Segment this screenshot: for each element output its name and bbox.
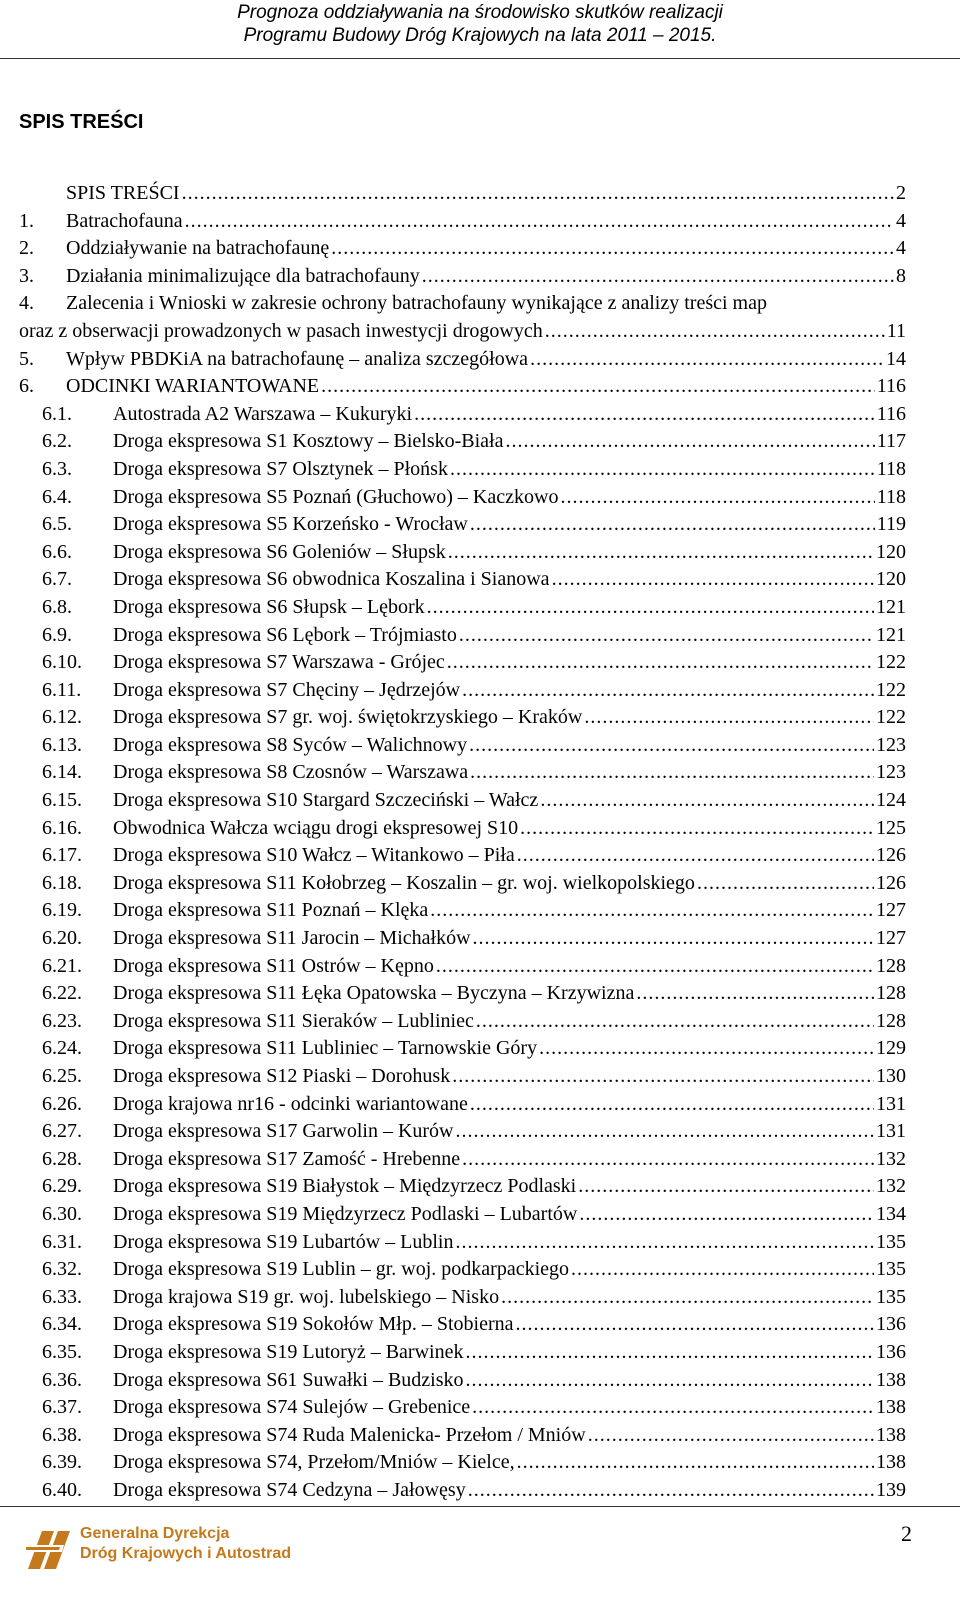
toc-entry-title: Droga ekspresowa S17 Garwolin – Kurów <box>113 1120 454 1143</box>
dot-leader <box>468 1478 874 1502</box>
dot-leader <box>469 733 874 757</box>
toc-entry-number: 6.14. <box>42 761 82 784</box>
toc-entry-number: 6.30. <box>42 1202 82 1225</box>
toc-subentry[interactable] <box>0 1368 960 1396</box>
gddkia-logo <box>24 1521 324 1571</box>
toc-entry-number: 6.2. <box>42 430 72 453</box>
toc-entry-page: 125 <box>876 816 906 839</box>
toc-heading: SPIS TREŚCI <box>19 111 144 133</box>
toc-entry-page: 138 <box>876 1368 906 1391</box>
toc-entry-title: Droga ekspresowa S11 Kołobrzeg – Koszalin – gr. woj. wielkopolskiego <box>113 871 695 894</box>
toc-entry-number: 6.6. <box>42 540 72 563</box>
dot-leader <box>185 209 894 233</box>
toc-subentry[interactable] <box>0 402 960 430</box>
toc-entry-page: 132 <box>876 1175 906 1198</box>
toc-subentry[interactable] <box>0 1450 960 1478</box>
toc-entry-page: 122 <box>876 706 906 729</box>
toc-entry-page: 136 <box>876 1340 906 1363</box>
toc-entry-title: Droga ekspresowa S74 Ruda Malenicka- Przełom / Mniów <box>113 1423 586 1446</box>
toc-entry-title: Droga ekspresowa S11 Jarocin – Michałków <box>113 927 471 950</box>
toc-entry-number: 6.13. <box>42 733 82 756</box>
toc-entry-number: 6.39. <box>42 1451 82 1474</box>
toc-subentry[interactable] <box>0 1423 960 1451</box>
toc-entry-page: 8 <box>896 264 906 287</box>
toc-entry-page: 128 <box>876 982 906 1005</box>
toc-subentry[interactable] <box>0 512 960 540</box>
toc-entry-title: Droga ekspresowa S12 Piaski – Dorohusk <box>113 1065 451 1087</box>
toc-subentry[interactable] <box>0 954 960 982</box>
toc-subentry[interactable] <box>0 1119 960 1147</box>
dot-leader <box>470 1092 874 1116</box>
toc-entry-page: 120 <box>876 568 906 591</box>
toc-subentry[interactable] <box>0 926 960 954</box>
dot-leader <box>517 843 874 867</box>
dot-leader <box>552 567 874 591</box>
toc-entry-number: 1. <box>19 209 34 232</box>
toc-entry-title: Droga ekspresowa S19 Białystok – Międzyrzecz Podlaski <box>113 1175 577 1198</box>
toc-entry-page: 131 <box>876 1120 906 1143</box>
toc-subentry[interactable] <box>0 1036 960 1064</box>
dot-leader <box>452 1064 874 1088</box>
dot-leader <box>472 1395 874 1419</box>
toc-subentry[interactable] <box>0 843 960 871</box>
toc-entry-page: 121 <box>876 595 906 618</box>
dot-leader <box>427 595 874 619</box>
toc-subentry[interactable] <box>0 898 960 926</box>
toc-subentries <box>0 402 960 1506</box>
toc-subentry[interactable] <box>0 429 960 457</box>
dot-leader <box>501 1285 874 1309</box>
dot-leader <box>462 1147 874 1171</box>
dot-leader <box>539 1036 874 1060</box>
toc-subentry[interactable] <box>0 1230 960 1258</box>
toc-subentry[interactable] <box>0 705 960 733</box>
toc-entry-number: 6.35. <box>42 1340 82 1363</box>
toc-entry-title: Droga ekspresowa S19 Sokołów Młp. – Stobierna <box>113 1313 514 1336</box>
toc-entry-page: 121 <box>876 623 906 646</box>
toc-subentry[interactable] <box>0 1147 960 1175</box>
toc-entry-title: Droga ekspresowa S11 Sieraków – Lubliniec <box>113 1009 474 1032</box>
toc-entry-number: 6.26. <box>42 1092 82 1115</box>
dot-leader <box>473 926 874 950</box>
toc-subentry[interactable] <box>0 1092 960 1120</box>
toc-entry-number: 6.20. <box>42 927 82 950</box>
toc-entry-title: Droga ekspresowa S19 Lublin – gr. woj. podkarpackiego <box>113 1258 570 1281</box>
toc-entry-number: 6.1. <box>42 402 72 425</box>
toc-entry-page: 132 <box>876 1147 906 1170</box>
toc-entry-title: Droga ekspresowa S19 Lutoryż – Barwinek <box>113 1340 464 1363</box>
toc-entry-number: 5. <box>19 347 34 370</box>
toc-entry-page: 11 <box>886 319 906 342</box>
toc-entry-page: 135 <box>876 1230 906 1253</box>
toc-entry-page: 124 <box>876 789 906 812</box>
toc-entry-title: Droga ekspresowa S10 Wałcz – Witankowo – Piła <box>113 844 515 867</box>
toc-entry-number: 6.40. <box>42 1478 82 1501</box>
dot-leader <box>456 1119 875 1143</box>
toc-entry-number: 6.9. <box>42 623 72 646</box>
toc-entry-title: Droga krajowa S19 gr. woj. lubelskiego – Nisko <box>113 1285 500 1308</box>
toc-entry-number: 6.32. <box>42 1258 82 1281</box>
toc-entry-title: Działania minimalizujące dla batrachofauny <box>66 264 420 287</box>
toc-subentry[interactable] <box>0 650 960 678</box>
toc-entry-page: 135 <box>876 1258 906 1281</box>
toc-entry-title: Droga ekspresowa S7 Chęciny – Jędrzejów <box>113 678 461 701</box>
dot-leader <box>470 760 874 784</box>
dot-leader <box>571 1257 874 1281</box>
toc-subentry[interactable] <box>0 1340 960 1368</box>
dot-leader <box>470 512 875 536</box>
toc-entry-page: 126 <box>876 871 906 894</box>
toc-entry-number: 3. <box>19 264 34 287</box>
toc-entry-title: Droga ekspresowa S6 Goleniów – Słupsk <box>113 540 446 563</box>
toc-entry-number: 6.27. <box>42 1120 82 1143</box>
toc-entry-page: 117 <box>876 430 906 453</box>
dot-leader <box>506 429 875 453</box>
toc-entry-page: 119 <box>876 513 906 536</box>
dot-leader <box>182 181 894 205</box>
dot-leader <box>476 1009 874 1033</box>
toc-entry-number: 6.24. <box>42 1037 82 1060</box>
toc-entry-title: Droga ekspresowa S74 Cedzyna – Jałowęsy <box>113 1478 466 1501</box>
toc-entry-page: 138 <box>876 1451 906 1474</box>
toc-entry-page: 2 <box>896 182 906 204</box>
toc-subentry[interactable] <box>0 733 960 761</box>
dot-leader <box>321 374 875 398</box>
toc-entry-number: 6.31. <box>42 1230 82 1253</box>
toc-entry-4[interactable] <box>0 291 960 319</box>
toc-entry-number: 6.5. <box>42 513 72 536</box>
logo-text-line-1: Generalna Dyrekcja <box>80 1525 230 1542</box>
toc-subentry[interactable] <box>0 595 960 623</box>
toc-entry-title: Droga krajowa nr16 - odcinki wariantowane <box>113 1092 468 1115</box>
toc-entry-title: Batrachofauna <box>66 209 183 232</box>
toc-entry-title: Droga ekspresowa S5 Korzeńsko - Wrocław <box>113 513 468 536</box>
toc-entry-title: Droga ekspresowa S17 Zamość - Hrebenne <box>113 1147 461 1170</box>
dot-leader <box>579 1202 874 1226</box>
toc-subentry[interactable] <box>0 1064 960 1092</box>
toc-entry-number: 6.33. <box>42 1285 82 1308</box>
toc-entry-1[interactable] <box>0 209 960 237</box>
toc-subentry[interactable] <box>0 1009 960 1037</box>
toc-entry-page: 120 <box>876 540 906 563</box>
toc-entry-page: 116 <box>876 402 906 425</box>
toc-entry-page: 136 <box>876 1313 906 1336</box>
toc-entry-title: SPIS TREŚCI <box>66 182 180 204</box>
toc-entry-title: Wpływ PBDKiA na batrachofaunę – analiza szczegółowa <box>66 347 529 370</box>
toc-entry-title: Droga ekspresowa S19 Lubartów – Lublin <box>113 1230 454 1253</box>
dot-leader <box>450 457 875 481</box>
toc-entry-title: Droga ekspresowa S8 Czosnów – Warszawa <box>113 761 469 784</box>
toc-entry-page: 128 <box>876 954 906 977</box>
toc-subentry[interactable] <box>0 457 960 485</box>
toc-entry-title: Droga ekspresowa S6 Lębork – Trójmiasto <box>113 623 457 646</box>
dot-leader <box>459 623 874 647</box>
toc-subentry[interactable] <box>0 1285 960 1313</box>
gddkia-logo-mark-icon <box>24 1525 74 1571</box>
toc-entry-number: 6.25. <box>42 1065 82 1087</box>
toc-entry-page: 128 <box>876 1009 906 1032</box>
toc-entry-title: Droga ekspresowa S11 Poznań – Klęka <box>113 899 429 922</box>
page-footer <box>0 1506 960 1609</box>
toc-subentry[interactable] <box>0 788 960 816</box>
toc-entry-number: 6.11. <box>42 678 82 701</box>
dot-leader <box>465 1340 874 1364</box>
toc-entry-number: 6.34. <box>42 1313 82 1336</box>
toc-subentry[interactable] <box>0 678 960 706</box>
dot-leader <box>456 1230 875 1254</box>
toc-subentry[interactable] <box>0 981 960 1009</box>
toc-entry-number: 6.22. <box>42 982 82 1005</box>
toc-entry-title: Droga ekspresowa S61 Suwałki – Budzisko <box>113 1368 464 1391</box>
toc-entry-page: 135 <box>876 1285 906 1308</box>
toc-entry-page: 127 <box>876 927 906 950</box>
toc-entry-title: Droga ekspresowa S10 Stargard Szczeciński – Wałcz <box>113 789 539 812</box>
toc-entry-4-continued[interactable] <box>0 319 960 347</box>
toc-entry-number: 6.15. <box>42 789 82 812</box>
toc-entry-title: Droga ekspresowa S6 Słupsk – Lębork <box>113 595 425 618</box>
dot-leader <box>584 705 874 729</box>
toc-entry-number: 6.12. <box>42 706 82 729</box>
toc-entry-title: Droga ekspresowa S11 Lubliniec – Tarnowskie Góry <box>113 1037 538 1060</box>
toc-entry-title: Droga ekspresowa S7 gr. woj. świętokrzyskiego – Kraków <box>113 706 583 729</box>
dot-leader <box>447 650 874 674</box>
toc-entry-page: 139 <box>876 1478 906 1501</box>
page-number: 2 <box>901 1521 912 1546</box>
toc-entry-number: 6. <box>19 375 34 398</box>
dot-leader <box>517 1450 874 1474</box>
toc-entry-number: 4. <box>19 292 34 315</box>
toc-entry-page: 138 <box>876 1396 906 1419</box>
toc-entry-page: 116 <box>876 375 906 398</box>
toc-entry-number: 6.18. <box>42 871 82 894</box>
dot-leader <box>462 678 874 702</box>
toc-entry-number: 6.16. <box>42 816 82 839</box>
toc-entry-title: Droga ekspresowa S6 obwodnica Koszalina i Sianowa <box>113 568 550 591</box>
toc-entry-page: 123 <box>876 733 906 756</box>
toc-entry-title: Oddziaływanie na batrachofaunę <box>66 237 330 260</box>
dot-leader <box>578 1174 874 1198</box>
toc-entry-page: 130 <box>876 1065 906 1087</box>
toc-subentry[interactable] <box>0 567 960 595</box>
dot-leader <box>540 788 874 812</box>
toc-entry-page: 118 <box>876 457 906 480</box>
toc-entry-title: Droga ekspresowa S5 Poznań (Głuchowo) – Kaczkowo <box>113 485 559 508</box>
toc-entry-title-line-1: Zalecenia i Wnioski w zakresie ochrony batrachofauny wynikające z analizy treści map <box>66 292 767 315</box>
toc-entry-title: Obwodnica Wałcza wciągu drogi ekspresowej S10 <box>113 816 519 839</box>
toc-entry-number: 6.28. <box>42 1147 82 1170</box>
toc-entry-number: 6.37. <box>42 1396 82 1419</box>
toc-subentry[interactable] <box>0 1478 960 1506</box>
logo-text-line-2: Dróg Krajowych i Autostrad <box>80 1545 291 1562</box>
toc-subentry[interactable] <box>0 623 960 651</box>
toc-entry-number: 6.23. <box>42 1009 82 1032</box>
toc-entry-page: 4 <box>896 209 906 232</box>
toc-entry-number: 6.8. <box>42 595 72 618</box>
dot-leader <box>466 1368 874 1392</box>
toc-entry-number: 6.17. <box>42 844 82 867</box>
toc-entry-number: 6.36. <box>42 1368 82 1391</box>
toc-entry-number: 6.10. <box>42 651 82 674</box>
toc-entry-page: 134 <box>876 1202 906 1225</box>
toc-entry-title: Droga ekspresowa S7 Olsztynek – Płońsk <box>113 457 448 480</box>
toc-entry-number: 6.3. <box>42 457 72 480</box>
toc-entry-number: 2. <box>19 237 34 260</box>
toc-subentry[interactable] <box>0 1257 960 1285</box>
toc-entry-title: Droga ekspresowa S7 Warszawa - Grójec <box>113 651 445 674</box>
toc-entry-number: 6.19. <box>42 899 82 922</box>
toc-entry-page: 138 <box>876 1423 906 1446</box>
toc-entry-page: 14 <box>886 347 906 370</box>
header-title-line-1: Prognoza oddziaływania na środowisko skutków realizacji <box>237 2 723 23</box>
toc-entry-title: Droga ekspresowa S11 Ostrów – Kępno <box>113 954 434 977</box>
toc-entry-page: 122 <box>876 651 906 674</box>
dot-leader <box>560 485 874 509</box>
gddkia-logo-text <box>80 1524 291 1564</box>
toc-entry-spis-tresci[interactable] <box>0 181 960 209</box>
dot-leader <box>516 1312 874 1336</box>
dot-leader <box>636 981 874 1005</box>
toc-entry-title-line-2: oraz z obserwacji prowadzonych w pasach inwestycji drogowych <box>19 319 543 342</box>
dot-leader <box>430 898 874 922</box>
dot-leader <box>588 1423 874 1447</box>
toc-subentry[interactable] <box>0 816 960 844</box>
toc-entry-page: 118 <box>876 485 906 508</box>
toc-entry-title: Droga ekspresowa S1 Kosztowy – Bielsko-Biała <box>113 430 504 453</box>
toc-subentry[interactable] <box>0 485 960 513</box>
toc-subentry[interactable] <box>0 1202 960 1230</box>
toc-entry-title: ODCINKI WARIANTOWANE <box>66 375 320 398</box>
toc-entry-title: Droga ekspresowa S74, Przełom/Mniów – Kielce, <box>113 1451 515 1474</box>
toc-entry-page: 122 <box>876 678 906 701</box>
page-header <box>0 0 960 59</box>
toc-entry-6[interactable] <box>0 374 960 402</box>
toc-entry-title: Droga ekspresowa S74 Sulejów – Grebenice <box>113 1396 471 1419</box>
dot-leader <box>545 319 885 343</box>
toc-entry-number: 6.7. <box>42 568 72 591</box>
toc-entry-5[interactable] <box>0 347 960 375</box>
toc-subentry[interactable] <box>0 540 960 568</box>
toc-entry-page: 131 <box>876 1092 906 1115</box>
toc-subentry[interactable] <box>0 760 960 788</box>
header-title-line-2: Programu Budowy Dróg Krajowych na lata 2011 – 2015. <box>243 25 717 46</box>
toc-entry-3[interactable] <box>0 264 960 292</box>
dot-leader <box>520 816 874 840</box>
toc-entry-page: 127 <box>876 899 906 922</box>
toc-entry-number: 6.38. <box>42 1423 82 1446</box>
table-of-contents <box>0 181 960 1506</box>
toc-entry-number: 6.21. <box>42 954 82 977</box>
toc-entry-title: Autostrada A2 Warszawa – Kukuryki <box>113 402 413 425</box>
dot-leader <box>331 236 894 260</box>
toc-entry-2[interactable] <box>0 236 960 264</box>
toc-subentry[interactable] <box>0 1395 960 1423</box>
toc-entry-page: 129 <box>876 1037 906 1060</box>
toc-entry-number: 6.29. <box>42 1175 82 1198</box>
toc-entry-number: 6.4. <box>42 485 72 508</box>
toc-entry-page: 123 <box>876 761 906 784</box>
toc-entry-title: Droga ekspresowa S19 Międzyrzecz Podlaski – Lubartów <box>113 1202 578 1225</box>
toc-subentry[interactable] <box>0 1312 960 1340</box>
toc-entry-page: 126 <box>876 844 906 867</box>
toc-entry-page: 4 <box>896 237 906 260</box>
toc-subentry[interactable] <box>0 1174 960 1202</box>
dot-leader <box>414 402 875 426</box>
dot-leader <box>530 347 884 371</box>
dot-leader <box>448 540 874 564</box>
dot-leader <box>436 954 874 978</box>
dot-leader <box>697 871 874 895</box>
dot-leader <box>422 264 894 288</box>
toc-subentry[interactable] <box>0 871 960 899</box>
toc-entry-title: Droga ekspresowa S8 Syców – Walichnowy <box>113 733 468 756</box>
toc-entry-title: Droga ekspresowa S11 Łęka Opatowska – Byczyna – Krzywizna <box>113 982 635 1005</box>
